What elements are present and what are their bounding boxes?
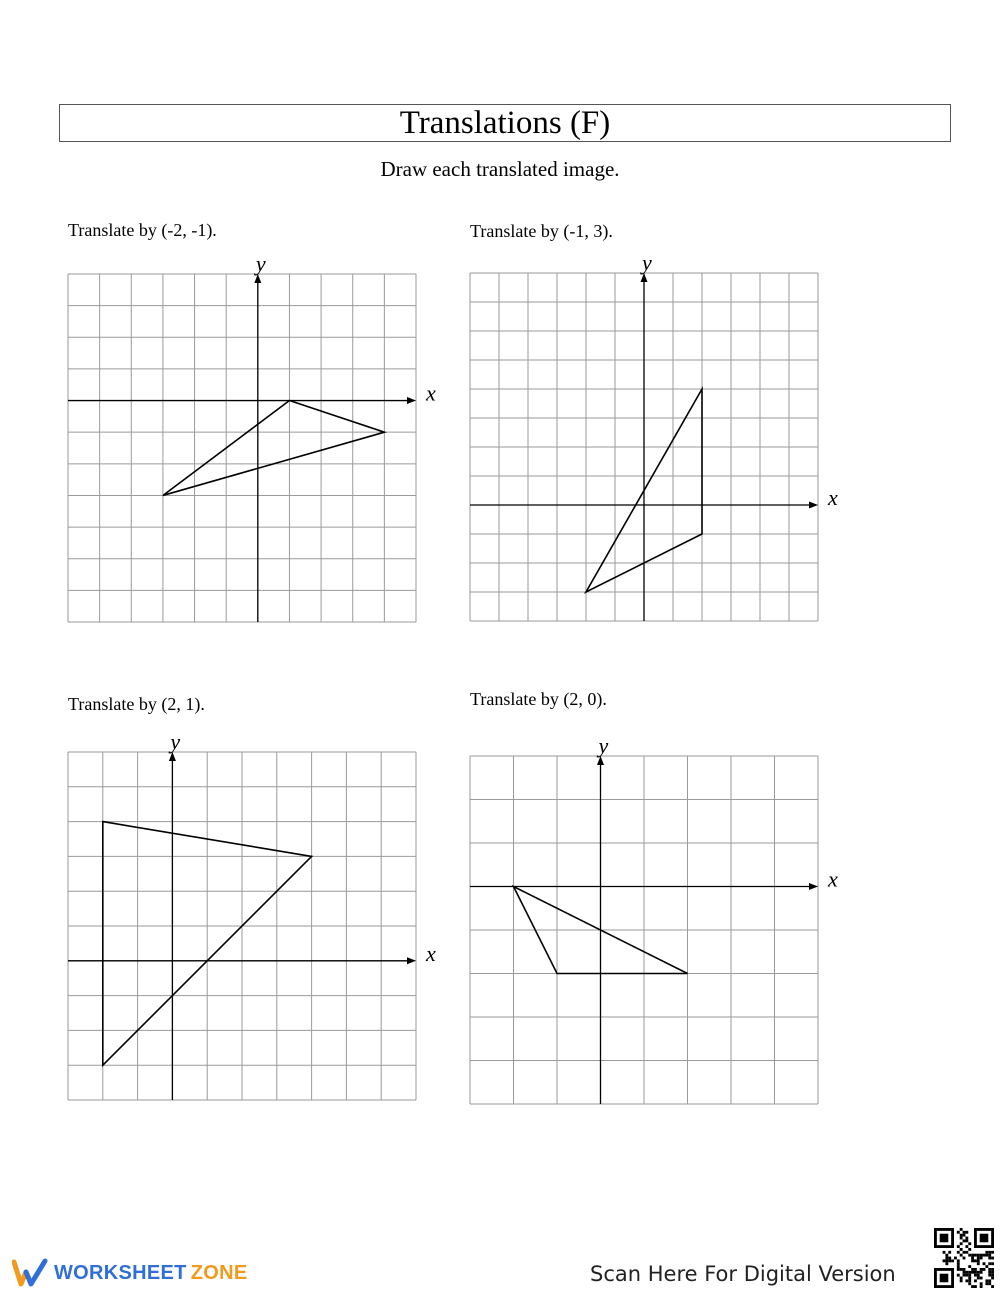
qr-module: [968, 1277, 971, 1280]
qr-module: [960, 1279, 963, 1282]
worksheet-title-box: [59, 104, 951, 142]
qr-finder-center: [980, 1234, 989, 1243]
x-axis-label: x: [828, 866, 838, 892]
qr-module: [991, 1285, 994, 1288]
problem-1-prompt: Translate by (-2, -1).: [68, 220, 217, 240]
qr-module: [954, 1257, 957, 1260]
problem-3-grid: [60, 724, 460, 1114]
qr-module: [963, 1268, 966, 1271]
qr-module: [948, 1259, 951, 1262]
x-axis-label: x: [426, 940, 436, 966]
qr-module: [957, 1262, 960, 1265]
qr-module: [963, 1239, 966, 1242]
qr-module: [965, 1245, 968, 1248]
problem-2-grid: [462, 248, 862, 638]
worksheet-instructions: Draw each translated image.: [380, 157, 620, 181]
qr-module: [974, 1279, 977, 1282]
x-axis-arrow: [809, 502, 818, 509]
qr-module: [968, 1274, 971, 1277]
qr-module: [968, 1265, 971, 1268]
qr-module: [991, 1277, 994, 1280]
qr-module: [988, 1254, 991, 1257]
qr-module: [977, 1254, 980, 1257]
qr-module: [974, 1259, 977, 1262]
y-axis-label: y: [598, 733, 609, 758]
worksheetzone-logo: [12, 1257, 247, 1289]
qr-module: [988, 1262, 991, 1265]
qr-module: [974, 1268, 977, 1271]
qr-module: [974, 1254, 977, 1257]
qr-module: [960, 1248, 963, 1251]
qr-module: [957, 1265, 960, 1268]
qr-module: [960, 1268, 963, 1271]
qr-module: [971, 1259, 974, 1262]
qr-module: [945, 1257, 948, 1260]
qr-module: [963, 1251, 966, 1254]
x-axis-arrow: [407, 957, 416, 964]
qr-module: [977, 1277, 980, 1280]
qr-module: [960, 1228, 963, 1231]
qr-module: [963, 1231, 966, 1234]
qr-module: [988, 1268, 991, 1271]
qr-module: [965, 1237, 968, 1240]
problem-4-grid: [462, 728, 862, 1118]
qr-module: [988, 1251, 991, 1254]
qr-module: [971, 1257, 974, 1260]
qr-module: [965, 1274, 968, 1277]
qr-module: [971, 1285, 974, 1288]
problem-4-prompt: Translate by (2, 0).: [470, 689, 607, 709]
qr-module: [963, 1274, 966, 1277]
qr-module: [971, 1271, 974, 1274]
qr-module: [951, 1259, 954, 1262]
qr-module: [991, 1262, 994, 1265]
qr-module: [977, 1274, 980, 1277]
qr-module: [983, 1262, 986, 1265]
qr-module: [991, 1257, 994, 1260]
qr-module: [960, 1242, 963, 1245]
qr-module: [963, 1234, 966, 1237]
qr-module: [965, 1251, 968, 1254]
qr-module: [960, 1237, 963, 1240]
qr-module: [945, 1262, 948, 1265]
qr-module: [960, 1234, 963, 1237]
qr-module: [988, 1282, 991, 1285]
qr-module: [988, 1257, 991, 1260]
qr-module: [980, 1271, 983, 1274]
qr-module: [985, 1282, 988, 1285]
qr-finder-center: [940, 1274, 949, 1283]
qr-module: [968, 1248, 971, 1251]
qr-module: [968, 1242, 971, 1245]
qr-module: [977, 1257, 980, 1260]
qr-module: [991, 1271, 994, 1274]
qr-module: [968, 1279, 971, 1282]
y-axis-label: y: [170, 729, 181, 754]
qr-module: [957, 1231, 960, 1234]
x-axis-label: x: [426, 380, 436, 406]
qr-module: [957, 1259, 960, 1262]
qr-module: [980, 1282, 983, 1285]
qr-module: [991, 1274, 994, 1277]
qr-module: [991, 1268, 994, 1271]
qr-module: [988, 1279, 991, 1282]
qr-module: [965, 1271, 968, 1274]
problem-3-prompt: Translate by (2, 1).: [68, 694, 205, 714]
qr-module: [980, 1277, 983, 1280]
qr-module: [960, 1277, 963, 1280]
qr-module: [965, 1279, 968, 1282]
pre-image-triangle: [163, 401, 384, 496]
qr-module: [985, 1254, 988, 1257]
qr-module: [945, 1254, 948, 1257]
qr-module: [965, 1231, 968, 1234]
x-axis-label: x: [828, 485, 838, 510]
qr-module: [988, 1274, 991, 1277]
qr-module: [957, 1245, 960, 1248]
qr-module: [977, 1271, 980, 1274]
y-axis-label: y: [642, 250, 652, 275]
qr-module: [971, 1254, 974, 1257]
qr-module: [977, 1259, 980, 1262]
qr-module: [974, 1285, 977, 1288]
worksheet-title: Translations (F): [399, 104, 611, 141]
qr-module: [960, 1254, 963, 1257]
qr-module: [948, 1257, 951, 1260]
qr-finder-center: [940, 1234, 949, 1243]
qr-module: [963, 1257, 966, 1260]
qr-module: [988, 1271, 991, 1274]
qr-module: [974, 1271, 977, 1274]
x-axis-arrow: [809, 883, 818, 890]
brand-name-part-1: WORKSHEET: [54, 1261, 187, 1284]
qr-module: [948, 1251, 951, 1254]
qr-module: [945, 1259, 948, 1262]
qr-module: [957, 1274, 960, 1277]
qr-module: [980, 1285, 983, 1288]
qr-module: [943, 1259, 946, 1262]
scan-instruction: Scan Here For Digital Version: [590, 1262, 896, 1286]
problem-2-prompt: Translate by (-1, 3).: [470, 221, 613, 241]
brand-name: [54, 1262, 247, 1285]
qr-code-icon[interactable]: [934, 1228, 994, 1288]
qr-module: [943, 1251, 946, 1254]
qr-module: [971, 1268, 974, 1271]
qr-module: [965, 1239, 968, 1242]
qr-module: [980, 1254, 983, 1257]
brand-name-part-2: ZONE: [190, 1261, 248, 1284]
worksheetzone-logo-icon: [12, 1258, 48, 1288]
qr-module: [968, 1282, 971, 1285]
qr-module: [968, 1271, 971, 1274]
qr-module: [985, 1265, 988, 1268]
qr-module: [985, 1279, 988, 1282]
qr-module: [957, 1251, 960, 1254]
problem-1-grid: [60, 248, 460, 638]
qr-module: [983, 1254, 986, 1257]
qr-module: [963, 1271, 966, 1274]
qr-module: [957, 1268, 960, 1271]
qr-module: [980, 1268, 983, 1271]
qr-module: [968, 1254, 971, 1257]
qr-module: [980, 1257, 983, 1260]
qr-module: [983, 1268, 986, 1271]
qr-module: [974, 1274, 977, 1277]
qr-module: [985, 1251, 988, 1254]
qr-module: [991, 1251, 994, 1254]
y-axis-label: y: [255, 251, 266, 276]
x-axis-arrow: [407, 397, 416, 404]
qr-module: [977, 1262, 980, 1265]
